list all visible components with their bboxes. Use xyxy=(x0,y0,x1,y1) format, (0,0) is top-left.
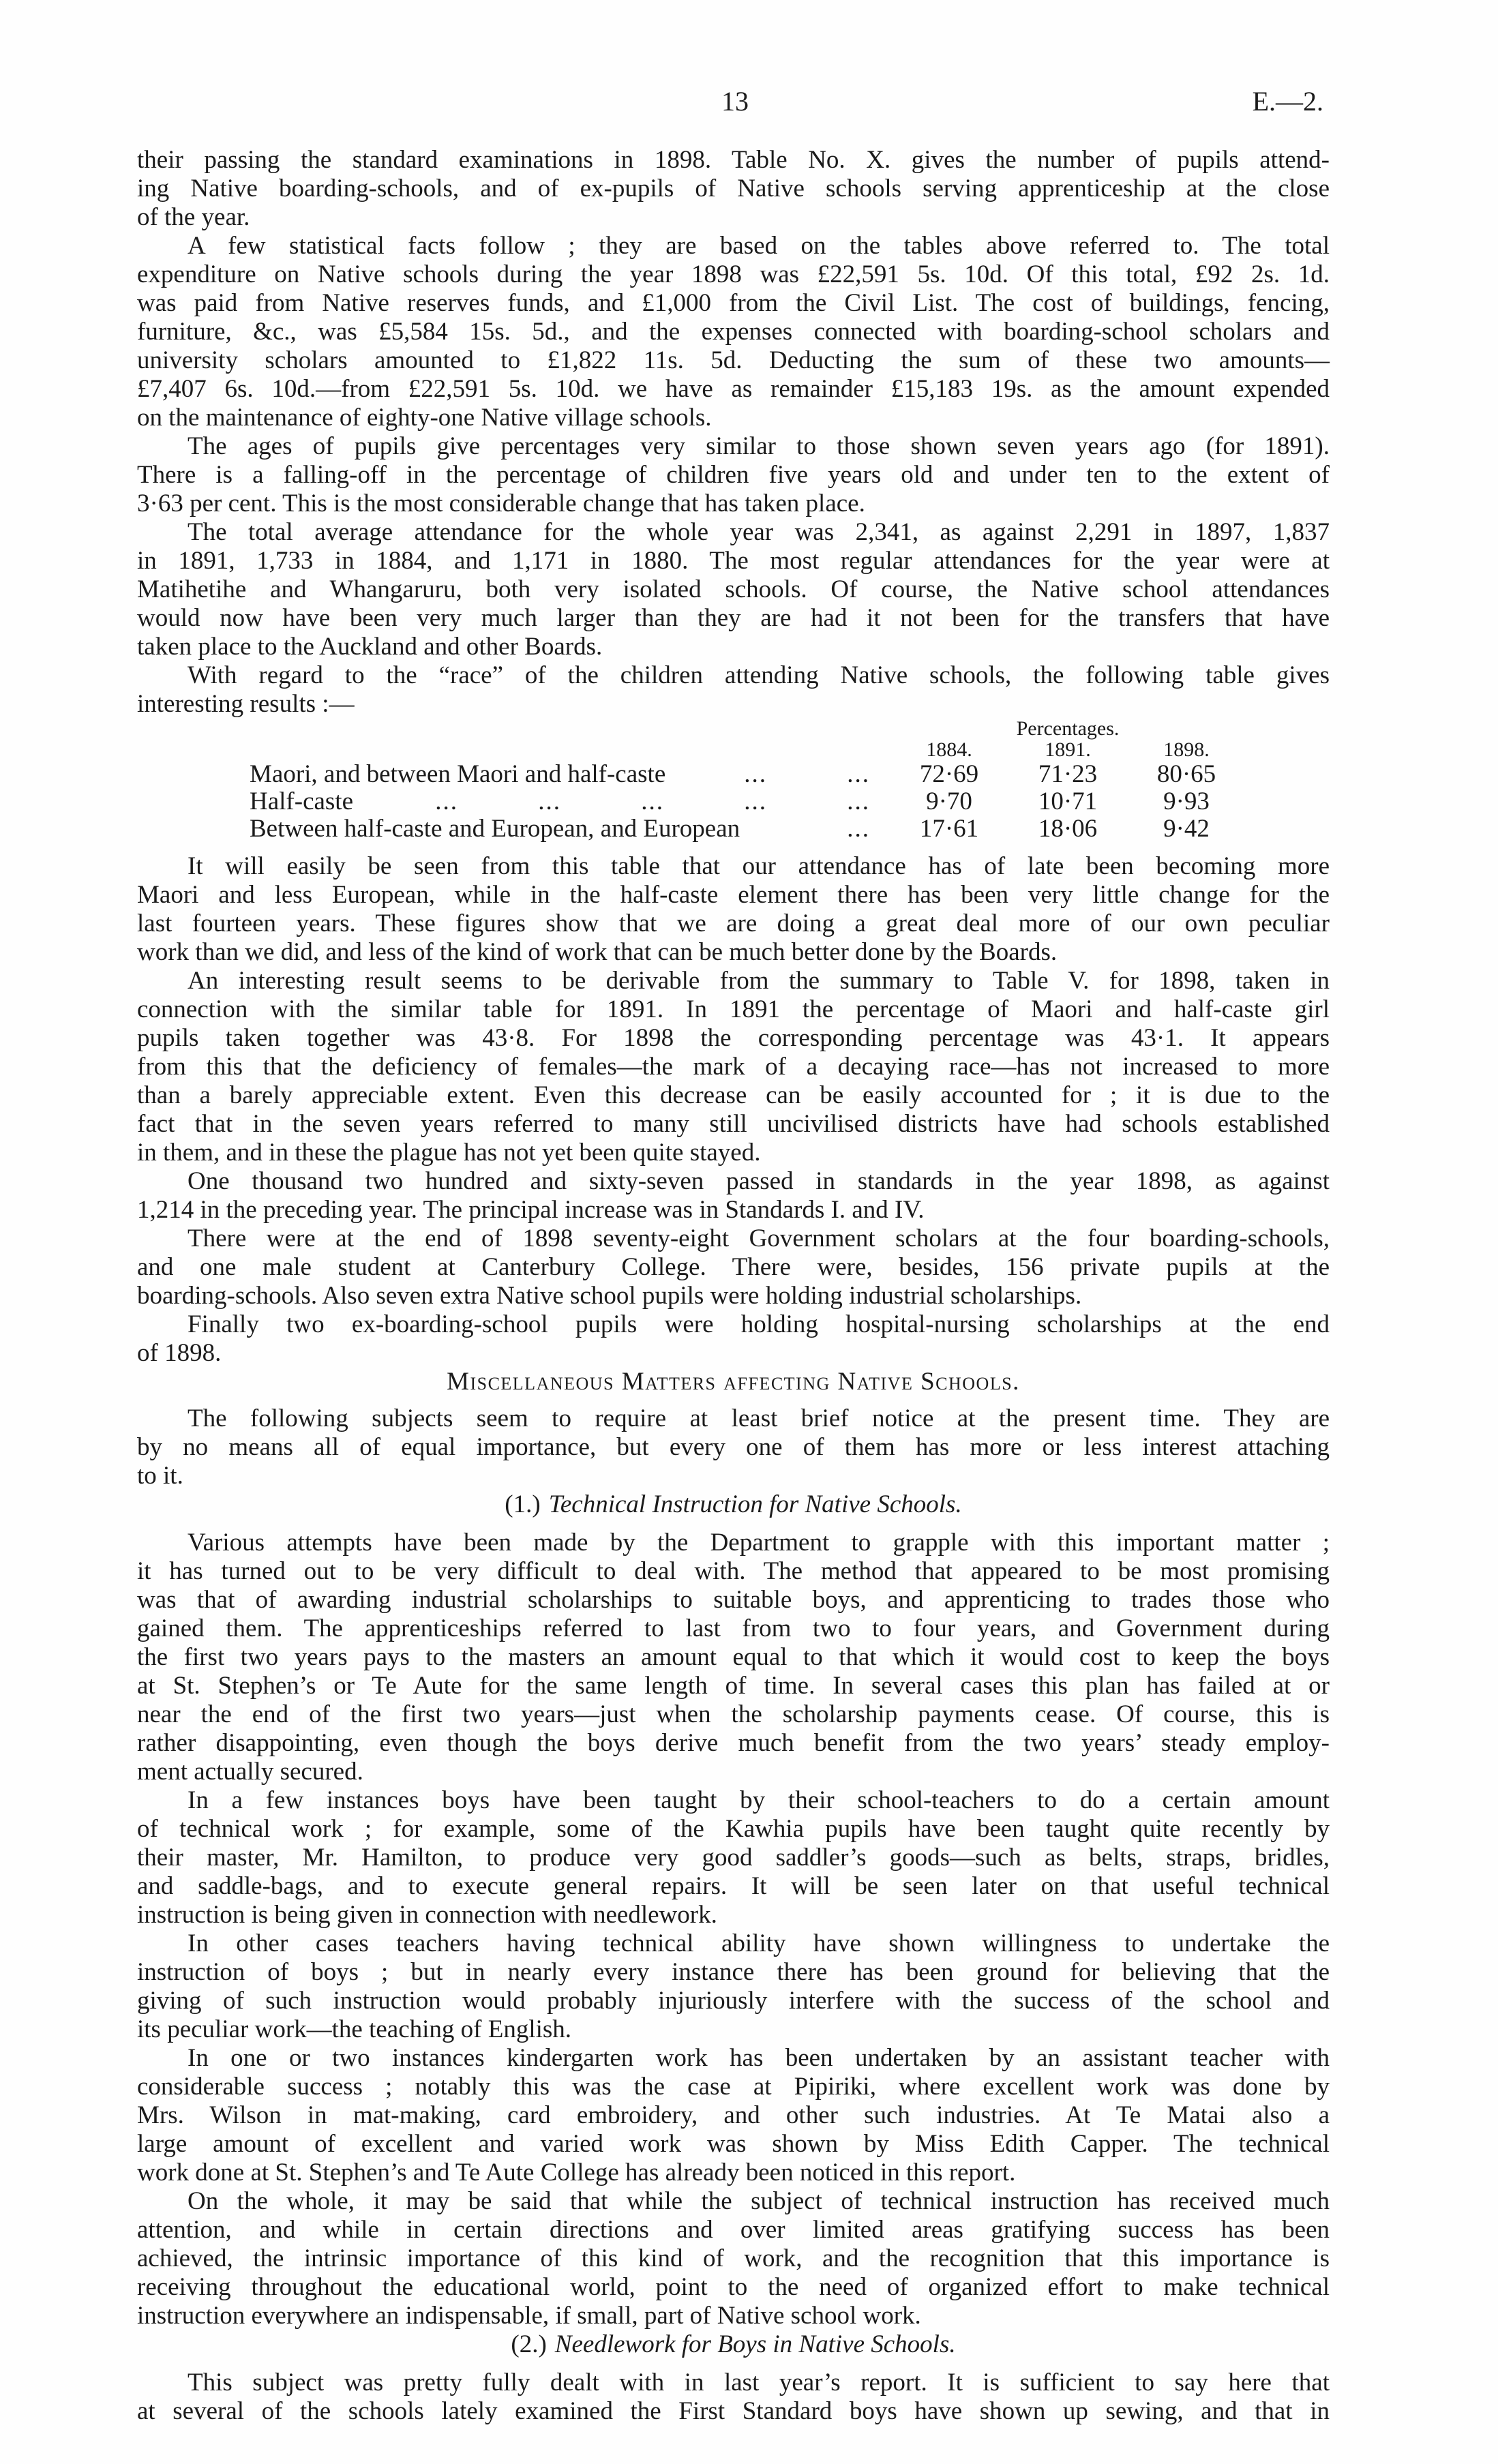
year-header: 1898. xyxy=(1163,738,1210,761)
text-line: boarding-schools. Also seven extra Native school pupils were holding industrial scholarships. xyxy=(137,1282,1082,1310)
text-line: it has turned out to be very difficult to deal with. The method that appeared to be most promising xyxy=(137,1557,1330,1585)
text-line: One thousand two hundred and sixty-seven passed in standards in the year 1898, as against xyxy=(188,1167,1330,1195)
text-line: to it. xyxy=(137,1462,183,1490)
text-line: On the whole, it may be said that while the subject of technical instruction has received much xyxy=(188,2187,1330,2215)
table-row xyxy=(137,815,1330,843)
text-line: at St. Stephen’s or Te Aute for the same length of time. In several cases this plan has failed at or xyxy=(137,1672,1330,1700)
table-value: 10·71 xyxy=(1038,787,1098,815)
text-line: pupils taken together was 43·8. For 1898 the corresponding percentage was 43·1. It appears xyxy=(137,1024,1330,1052)
row-label-cell xyxy=(250,815,890,843)
text-line: was paid from Native reserves funds, and £1,000 from the Civil List. The cost of buildings, fencing, xyxy=(137,289,1330,317)
subsection-title: Needlework for Boys in Native Schools. xyxy=(554,2330,956,2358)
text-line: work than we did, and less of the kind of work that can be much better done by the Boards. xyxy=(137,938,1058,966)
paragraph xyxy=(137,852,1330,967)
text-line: large amount of excellent and varied work was shown by Miss Edith Capper. The technical xyxy=(137,2130,1330,2158)
text-line: interesting results :— xyxy=(137,690,355,718)
technical-instruction-paragraphs xyxy=(137,1529,1330,2330)
text-line: achieved, the intrinsic importance of this kind of work, and the recognition that this importance is xyxy=(137,2244,1330,2272)
paragraph xyxy=(137,661,1330,719)
text-line: There is a falling-off in the percentage of children five years old and under ten to the extent of xyxy=(137,461,1330,489)
text-line: gained them. The apprenticeships referred to last from two to four years, and Government during xyxy=(137,1614,1330,1642)
year-header: 1884. xyxy=(926,738,972,761)
text-line: of 1898. xyxy=(137,1339,222,1367)
table-caption: Percentages. xyxy=(1016,717,1120,740)
text-line: The following subjects seem to require at least brief notice at the present time. They are xyxy=(188,1404,1330,1432)
text-line: university scholars amounted to £1,822 11s. 5d. Deducting the sum of these two amounts— xyxy=(137,346,1330,374)
table-value: 80·65 xyxy=(1156,760,1216,788)
text-line: A few statistical facts follow ; they are based on the tables above referred to. The total xyxy=(188,232,1330,260)
text-line: giving of such instruction would probably injuriously interfere with the success of the school and xyxy=(137,1987,1330,2015)
text-line: It will easily be seen from this table that our attendance has of late been becoming more xyxy=(188,852,1330,880)
paragraph xyxy=(137,2369,1330,2426)
text-line: receiving throughout the educational world, point to the need of organized effort to make technical xyxy=(137,2273,1330,2301)
section-heading: Miscellaneous Matters affecting Native Schools. xyxy=(447,1368,1020,1396)
paragraph xyxy=(137,967,1330,1167)
text-line: taken place to the Auckland and other Boards. xyxy=(137,633,603,661)
text-line: was that of awarding industrial scholarships to suitable boys, and apprenticing to trades those who xyxy=(137,1586,1330,1614)
text-line: In one or two instances kindergarten work has been undertaken by an assistant teacher with xyxy=(188,2044,1330,2072)
opening-paragraphs xyxy=(137,146,1330,719)
paragraph xyxy=(137,1310,1330,1368)
text-line: In other cases teachers having technical ability have shown willingness to undertake the xyxy=(188,1929,1330,1957)
text-line: This subject was pretty fully dealt with in last year’s report. It is sufficient to say here that xyxy=(188,2369,1330,2397)
text-line: ing Native boarding-schools, and of ex-pupils of Native schools serving apprenticeship at the close xyxy=(137,175,1330,202)
text-line: in 1891, 1,733 in 1884, and 1,171 in 1880. The most regular attendances for the year were at xyxy=(137,547,1330,575)
miscellaneous-intro-paragraphs xyxy=(137,1404,1330,1490)
text-line: Finally two ex-boarding-school pupils were holding hospital-nursing scholarships at the end xyxy=(188,1310,1330,1338)
text-line: 3·63 per cent. This is the most considerable change that has taken place. xyxy=(137,490,865,517)
text-line: 1,214 in the preceding year. The principal increase was in Standards I. and IV. xyxy=(137,1196,925,1224)
paragraph xyxy=(137,1167,1330,1225)
text-line: The total average attendance for the whole year was 2,341, as against 2,291 in 1897, 1,837 xyxy=(188,518,1330,546)
text-line: There were at the end of 1898 seventy-eight Government scholars at the four boarding-schools, xyxy=(188,1225,1330,1252)
document-body xyxy=(137,146,1330,2426)
text-line: £7,407 6s. 10d.—from £22,591 5s. 10d. we have as remainder £15,183 19s. as the amount expended xyxy=(137,375,1330,403)
dot-leader: ... xyxy=(847,815,870,843)
text-line: and one male student at Canterbury College. There were, besides, 156 private pupils at the xyxy=(137,1253,1330,1281)
paragraph xyxy=(137,432,1330,518)
text-line: With regard to the “race” of the children attending Native schools, the following table gives xyxy=(188,661,1330,689)
needlework-paragraphs xyxy=(137,2369,1330,2426)
paragraph xyxy=(137,1529,1330,1786)
text-line: their master, Mr. Hamilton, to produce very good saddler’s goods—such as belts, straps, bridles, xyxy=(137,1844,1330,1872)
table-value: 71·23 xyxy=(1038,760,1098,788)
paragraph xyxy=(137,232,1330,432)
table-row xyxy=(137,788,1330,815)
table-year-header xyxy=(137,739,1330,761)
text-line: in them, and in these the plague has not yet been quite stayed. xyxy=(137,1139,761,1167)
text-line: the first two years pays to the masters an amount equal to that which it would cost to keep the boys xyxy=(137,1643,1330,1671)
page-number: 13 xyxy=(721,86,749,117)
subsection-heading-technical-instruction xyxy=(137,1490,1330,1519)
text-line: expenditure on Native schools during the year 1898 was £22,591 5s. 10d. Of this total, £92 2s. 1d. xyxy=(137,260,1330,288)
subsection-title: Technical Instruction for Native Schools. xyxy=(548,1490,962,1518)
text-line: at several of the schools lately examined the First Standard boys have shown up sewing, and that in xyxy=(137,2397,1330,2425)
dot-leader: ... ... xyxy=(744,760,870,788)
text-line: and saddle-bags, and to execute general repairs. It will be seen later on that useful technical xyxy=(137,1872,1330,1900)
text-line: last fourteen years. These figures show that we are doing a great deal more of our own peculiar xyxy=(137,910,1330,937)
dot-leader: ... ... ... ... ... xyxy=(435,787,870,815)
text-line: Maori and less European, while in the half-caste element there has been very little change for the xyxy=(137,881,1330,909)
text-line: instruction everywhere an indispensable, if small, part of Native school work. xyxy=(137,2302,921,2330)
text-line: The ages of pupils give percentages very similar to those shown seven years ago (for 1891). xyxy=(188,432,1330,460)
text-line: work done at St. Stephen’s and Te Aute College has already been noticed in this report. xyxy=(137,2159,1016,2187)
text-line: their passing the standard examinations in 1898. Table No. X. gives the number of pupils attend- xyxy=(137,146,1330,174)
table-value: 9·42 xyxy=(1163,815,1210,843)
text-line: on the maintenance of eighty-one Native village schools. xyxy=(137,404,712,432)
text-line: An interesting result seems to be derivable from the summary to Table V. for 1898, taken in xyxy=(188,967,1330,995)
table-value: 9·93 xyxy=(1163,787,1210,815)
subsection-heading-needlework xyxy=(137,2330,1330,2359)
row-label: Maori, and between Maori and half-caste xyxy=(250,760,666,788)
row-label-cell xyxy=(250,788,890,815)
paragraph xyxy=(137,1929,1330,2044)
text-line: attention, and while in certain directions and over limited areas gratifying success has been xyxy=(137,2216,1330,2244)
table-caption-row xyxy=(137,719,1330,739)
paragraph xyxy=(137,518,1330,661)
text-line: ment actually secured. xyxy=(137,1758,363,1786)
paragraph xyxy=(137,1404,1330,1490)
text-line: by no means all of equal importance, but every one of them has more or less interest attaching xyxy=(137,1433,1330,1461)
subsection-number: (2.) xyxy=(511,2330,547,2358)
text-line: instruction is being given in connection with needlework. xyxy=(137,1901,717,1929)
row-label-cell xyxy=(250,761,890,788)
table-value: 9·70 xyxy=(926,787,972,815)
text-line: fact that in the seven years referred to many still uncivilised districts have had schools established xyxy=(137,1110,1330,1138)
paragraph xyxy=(137,146,1330,232)
table-value: 18·06 xyxy=(1038,815,1098,843)
paragraph xyxy=(137,2187,1330,2330)
text-line: In a few instances boys have been taught by their school-teachers to do a certain amount xyxy=(188,1786,1330,1814)
row-label: Half-caste xyxy=(250,787,354,815)
table-value: 72·69 xyxy=(919,760,979,788)
year-header: 1891. xyxy=(1045,738,1091,761)
text-line: connection with the similar table for 1891. In 1891 the percentage of Maori and half-caste girl xyxy=(137,995,1330,1023)
row-label: Between half-caste and European, and European xyxy=(250,815,740,843)
table-row xyxy=(137,761,1330,788)
text-line: would now have been very much larger than they are had it not been for the transfers that have xyxy=(137,604,1330,632)
text-line: than a barely appreciable extent. Even this decrease can be easily accounted for ; it is due to the xyxy=(137,1081,1330,1109)
paragraph xyxy=(137,1225,1330,1310)
text-line: Mrs. Wilson in mat-making, card embroidery, and other such industries. At Te Matai also a xyxy=(137,2101,1330,2129)
race-percentage-table xyxy=(137,719,1330,843)
text-line: near the end of the first two years—just when the scholarship payments cease. Of course, this is xyxy=(137,1700,1330,1728)
text-line: its peculiar work—the teaching of English. xyxy=(137,2015,572,2043)
paragraph xyxy=(137,1786,1330,1929)
race-discussion-paragraphs xyxy=(137,852,1330,1368)
paragraph xyxy=(137,2044,1330,2187)
text-line: considerable success ; notably this was the case at Pipiriki, where excellent work was done by xyxy=(137,2073,1330,2101)
table-value: 17·61 xyxy=(919,815,979,843)
text-line: furniture, &c., was £5,584 15s. 5d., and the expenses connected with boarding-school scholars and xyxy=(137,318,1330,346)
page-header xyxy=(0,85,1498,118)
text-line: from this that the deficiency of females—the mark of a decaying race—has not increased to more xyxy=(137,1053,1330,1081)
text-line: rather disappointing, even though the boys derive much benefit from the two years’ steady employ- xyxy=(137,1729,1330,1757)
document-reference: E.—2. xyxy=(1252,86,1323,117)
text-line: of technical work ; for example, some of the Kawhia pupils have been taught quite recently by xyxy=(137,1815,1330,1843)
text-line: Various attempts have been made by the Department to grapple with this important matter ; xyxy=(188,1529,1330,1557)
text-line: instruction of boys ; but in nearly every instance there has been ground for believing that the xyxy=(137,1958,1330,1986)
text-line: Matihetihe and Whangaruru, both very isolated schools. Of course, the Native school attendances xyxy=(137,575,1330,603)
text-line: of the year. xyxy=(137,203,250,231)
subsection-number: (1.) xyxy=(505,1490,541,1518)
